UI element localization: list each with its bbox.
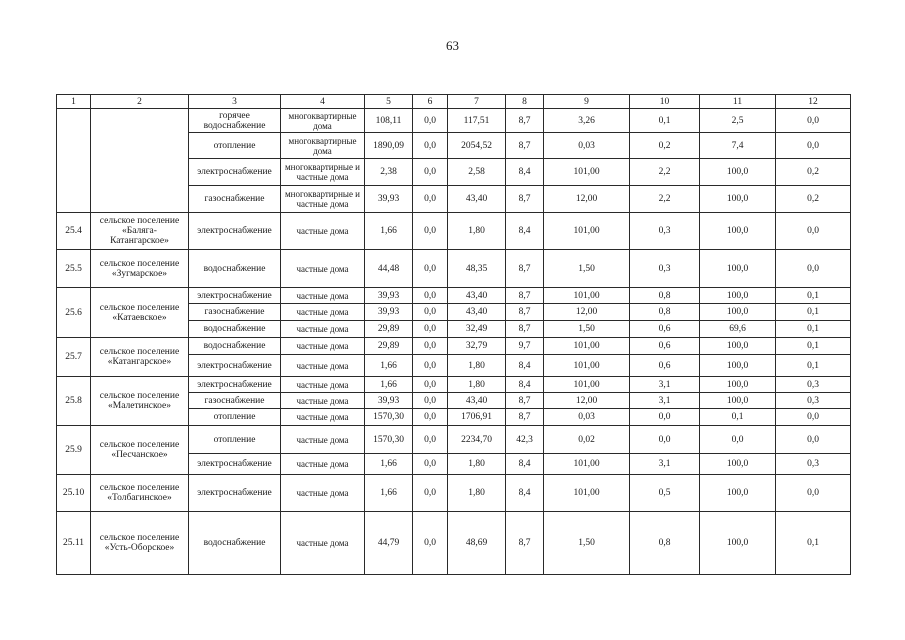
header-cell: 12 bbox=[776, 95, 851, 109]
value-10-cell: 0,1 bbox=[630, 109, 700, 133]
value-12-cell: 0,1 bbox=[776, 338, 851, 355]
value-7-cell: 43,40 bbox=[448, 304, 506, 321]
value-12-cell: 0,0 bbox=[776, 409, 851, 426]
row-number-cell: 25.8 bbox=[57, 377, 91, 426]
value-9-cell: 12,00 bbox=[544, 186, 630, 213]
row-number-cell: 25.4 bbox=[57, 213, 91, 250]
value-10-cell: 3,1 bbox=[630, 454, 700, 475]
row-number-cell: 25.5 bbox=[57, 250, 91, 288]
value-11-cell: 100,0 bbox=[700, 393, 776, 409]
housing-type-cell: частные дома bbox=[281, 304, 365, 321]
value-11-cell: 100,0 bbox=[700, 475, 776, 512]
service-cell: газоснабжение bbox=[189, 186, 281, 213]
housing-type-cell: частные дома bbox=[281, 409, 365, 426]
value-5-cell: 1,66 bbox=[365, 355, 413, 377]
value-10-cell: 0,0 bbox=[630, 409, 700, 426]
value-12-cell: 0,1 bbox=[776, 288, 851, 304]
value-7-cell: 48,35 bbox=[448, 250, 506, 288]
value-10-cell: 0,3 bbox=[630, 250, 700, 288]
service-cell: электроснабжение bbox=[189, 213, 281, 250]
value-11-cell: 100,0 bbox=[700, 250, 776, 288]
value-9-cell: 101,00 bbox=[544, 338, 630, 355]
value-11-cell: 100,0 bbox=[700, 377, 776, 393]
settlement-name-cell: сельское поселение «Малетинское» bbox=[91, 377, 189, 426]
value-10-cell: 0,3 bbox=[630, 213, 700, 250]
value-9-cell: 101,00 bbox=[544, 377, 630, 393]
value-7-cell: 2,58 bbox=[448, 159, 506, 186]
housing-type-cell: многоквартирные и частные дома bbox=[281, 186, 365, 213]
header-cell: 2 bbox=[91, 95, 189, 109]
settlement-name-cell: сельское поселение «Толбагинское» bbox=[91, 475, 189, 512]
value-8-cell: 8,4 bbox=[506, 377, 544, 393]
value-9-cell: 0,02 bbox=[544, 426, 630, 454]
value-9-cell: 12,00 bbox=[544, 393, 630, 409]
housing-type-cell: многоквартирные дома bbox=[281, 109, 365, 133]
value-11-cell: 100,0 bbox=[700, 304, 776, 321]
value-8-cell: 8,7 bbox=[506, 109, 544, 133]
value-9-cell: 101,00 bbox=[544, 288, 630, 304]
value-10-cell: 0,6 bbox=[630, 338, 700, 355]
value-12-cell: 0,0 bbox=[776, 133, 851, 159]
value-5-cell: 1570,30 bbox=[365, 409, 413, 426]
value-11-cell: 100,0 bbox=[700, 355, 776, 377]
value-6-cell: 0,0 bbox=[413, 377, 448, 393]
value-12-cell: 0,1 bbox=[776, 355, 851, 377]
table-row bbox=[57, 250, 851, 288]
value-6-cell: 0,0 bbox=[413, 454, 448, 475]
value-7-cell: 1,80 bbox=[448, 355, 506, 377]
value-10-cell: 0,6 bbox=[630, 321, 700, 338]
row-number-cell: 25.6 bbox=[57, 288, 91, 338]
header-cell: 6 bbox=[413, 95, 448, 109]
service-cell: электроснабжение bbox=[189, 475, 281, 512]
value-7-cell: 1,80 bbox=[448, 213, 506, 250]
service-cell: электроснабжение bbox=[189, 377, 281, 393]
value-12-cell: 0,0 bbox=[776, 109, 851, 133]
value-6-cell: 0,0 bbox=[413, 213, 448, 250]
header-cell: 10 bbox=[630, 95, 700, 109]
value-6-cell: 0,0 bbox=[413, 304, 448, 321]
settlement-name-cell: сельское поселение «Катангарское» bbox=[91, 338, 189, 377]
housing-type-cell: частные дома bbox=[281, 377, 365, 393]
service-cell: электроснабжение bbox=[189, 159, 281, 186]
value-5-cell: 39,93 bbox=[365, 288, 413, 304]
value-6-cell: 0,0 bbox=[413, 159, 448, 186]
value-12-cell: 0,0 bbox=[776, 426, 851, 454]
value-7-cell: 43,40 bbox=[448, 393, 506, 409]
data-table bbox=[56, 94, 851, 575]
housing-type-cell: частные дома bbox=[281, 288, 365, 304]
row-number-cell: 25.7 bbox=[57, 338, 91, 377]
value-8-cell: 8,7 bbox=[506, 304, 544, 321]
value-6-cell: 0,0 bbox=[413, 250, 448, 288]
table-row bbox=[57, 475, 851, 512]
header-cell: 4 bbox=[281, 95, 365, 109]
service-cell: газоснабжение bbox=[189, 393, 281, 409]
header-cell: 7 bbox=[448, 95, 506, 109]
value-9-cell: 101,00 bbox=[544, 213, 630, 250]
value-11-cell: 100,0 bbox=[700, 186, 776, 213]
settlement-name-cell: сельское поселение «Баляга-Катангарское» bbox=[91, 213, 189, 250]
value-7-cell: 1,80 bbox=[448, 475, 506, 512]
service-cell: электроснабжение bbox=[189, 288, 281, 304]
value-11-cell: 69,6 bbox=[700, 321, 776, 338]
value-5-cell: 1,66 bbox=[365, 454, 413, 475]
value-5-cell: 39,93 bbox=[365, 393, 413, 409]
value-12-cell: 0,3 bbox=[776, 377, 851, 393]
settlement-name-cell: сельское поселение «Катаевское» bbox=[91, 288, 189, 338]
value-11-cell: 100,0 bbox=[700, 213, 776, 250]
value-8-cell: 8,4 bbox=[506, 475, 544, 512]
value-6-cell: 0,0 bbox=[413, 288, 448, 304]
value-11-cell: 100,0 bbox=[700, 338, 776, 355]
header-cell: 1 bbox=[57, 95, 91, 109]
value-7-cell: 1,80 bbox=[448, 454, 506, 475]
value-8-cell: 8,7 bbox=[506, 133, 544, 159]
value-9-cell: 0,03 bbox=[544, 133, 630, 159]
value-7-cell: 32,79 bbox=[448, 338, 506, 355]
housing-type-cell: частные дома bbox=[281, 338, 365, 355]
housing-type-cell: частные дома bbox=[281, 321, 365, 338]
value-8-cell: 42,3 bbox=[506, 426, 544, 454]
value-12-cell: 0,0 bbox=[776, 213, 851, 250]
value-11-cell: 0,0 bbox=[700, 426, 776, 454]
service-cell: отопление bbox=[189, 133, 281, 159]
value-5-cell: 2,38 bbox=[365, 159, 413, 186]
value-8-cell: 8,4 bbox=[506, 454, 544, 475]
service-cell: горячее водоснабжение bbox=[189, 109, 281, 133]
value-9-cell: 101,00 bbox=[544, 454, 630, 475]
housing-type-cell: многоквартирные и частные дома bbox=[281, 159, 365, 186]
housing-type-cell: частные дома bbox=[281, 454, 365, 475]
value-9-cell: 101,00 bbox=[544, 355, 630, 377]
value-8-cell: 8,7 bbox=[506, 321, 544, 338]
table-row bbox=[57, 213, 851, 250]
value-12-cell: 0,2 bbox=[776, 159, 851, 186]
value-8-cell: 8,7 bbox=[506, 186, 544, 213]
value-5-cell: 29,89 bbox=[365, 321, 413, 338]
value-5-cell: 1,66 bbox=[365, 377, 413, 393]
value-6-cell: 0,0 bbox=[413, 512, 448, 575]
value-10-cell: 0,8 bbox=[630, 304, 700, 321]
value-11-cell: 100,0 bbox=[700, 159, 776, 186]
value-12-cell: 0,3 bbox=[776, 393, 851, 409]
header-cell: 9 bbox=[544, 95, 630, 109]
value-5-cell: 108,11 bbox=[365, 109, 413, 133]
service-cell: электроснабжение bbox=[189, 355, 281, 377]
value-8-cell: 8,7 bbox=[506, 288, 544, 304]
table-row bbox=[57, 512, 851, 575]
value-6-cell: 0,0 bbox=[413, 475, 448, 512]
row-number-cell: 25.10 bbox=[57, 475, 91, 512]
value-7-cell: 117,51 bbox=[448, 109, 506, 133]
value-12-cell: 0,0 bbox=[776, 250, 851, 288]
row-number-cell: 25.11 bbox=[57, 512, 91, 575]
housing-type-cell: частные дома bbox=[281, 250, 365, 288]
value-5-cell: 1,66 bbox=[365, 475, 413, 512]
value-5-cell: 1890,09 bbox=[365, 133, 413, 159]
value-8-cell: 8,7 bbox=[506, 409, 544, 426]
value-6-cell: 0,0 bbox=[413, 321, 448, 338]
value-12-cell: 0,0 bbox=[776, 475, 851, 512]
service-cell: отопление bbox=[189, 426, 281, 454]
value-6-cell: 0,0 bbox=[413, 393, 448, 409]
row-number-cell bbox=[57, 109, 91, 213]
value-5-cell: 39,93 bbox=[365, 186, 413, 213]
settlement-name-cell: сельское поселение «Усть-Оборское» bbox=[91, 512, 189, 575]
value-10-cell: 0,2 bbox=[630, 133, 700, 159]
table-row bbox=[57, 288, 851, 304]
value-12-cell: 0,1 bbox=[776, 304, 851, 321]
value-8-cell: 8,4 bbox=[506, 213, 544, 250]
value-5-cell: 29,89 bbox=[365, 338, 413, 355]
service-cell: водоснабжение bbox=[189, 512, 281, 575]
value-10-cell: 3,1 bbox=[630, 393, 700, 409]
housing-type-cell: частные дома bbox=[281, 355, 365, 377]
value-12-cell: 0,1 bbox=[776, 512, 851, 575]
table-body bbox=[57, 95, 851, 575]
value-9-cell: 1,50 bbox=[544, 512, 630, 575]
value-6-cell: 0,0 bbox=[413, 426, 448, 454]
value-9-cell: 0,03 bbox=[544, 409, 630, 426]
value-10-cell: 0,0 bbox=[630, 426, 700, 454]
row-number-cell: 25.9 bbox=[57, 426, 91, 475]
value-7-cell: 1706,91 bbox=[448, 409, 506, 426]
housing-type-cell: частные дома bbox=[281, 426, 365, 454]
value-6-cell: 0,0 bbox=[413, 109, 448, 133]
value-5-cell: 44,48 bbox=[365, 250, 413, 288]
value-12-cell: 0,3 bbox=[776, 454, 851, 475]
value-9-cell: 3,26 bbox=[544, 109, 630, 133]
value-11-cell: 100,0 bbox=[700, 288, 776, 304]
value-11-cell: 2,5 bbox=[700, 109, 776, 133]
value-8-cell: 8,7 bbox=[506, 250, 544, 288]
value-7-cell: 43,40 bbox=[448, 186, 506, 213]
housing-type-cell: частные дома bbox=[281, 213, 365, 250]
settlement-name-cell bbox=[91, 109, 189, 213]
table-row bbox=[57, 377, 851, 393]
value-10-cell: 2,2 bbox=[630, 186, 700, 213]
service-cell: водоснабжение bbox=[189, 250, 281, 288]
value-9-cell: 12,00 bbox=[544, 304, 630, 321]
value-8-cell: 9,7 bbox=[506, 338, 544, 355]
value-6-cell: 0,0 bbox=[413, 133, 448, 159]
value-8-cell: 8,4 bbox=[506, 355, 544, 377]
value-6-cell: 0,0 bbox=[413, 338, 448, 355]
value-9-cell: 101,00 bbox=[544, 475, 630, 512]
housing-type-cell: частные дома bbox=[281, 475, 365, 512]
value-10-cell: 0,8 bbox=[630, 288, 700, 304]
header-cell: 11 bbox=[700, 95, 776, 109]
header-row bbox=[57, 95, 851, 109]
value-8-cell: 8,7 bbox=[506, 512, 544, 575]
housing-type-cell: частные дома bbox=[281, 393, 365, 409]
table-row bbox=[57, 338, 851, 355]
value-7-cell: 32,49 bbox=[448, 321, 506, 338]
value-12-cell: 0,1 bbox=[776, 321, 851, 338]
service-cell: водоснабжение bbox=[189, 321, 281, 338]
value-5-cell: 39,93 bbox=[365, 304, 413, 321]
value-11-cell: 100,0 bbox=[700, 454, 776, 475]
value-6-cell: 0,0 bbox=[413, 355, 448, 377]
value-8-cell: 8,4 bbox=[506, 159, 544, 186]
value-5-cell: 1570,30 bbox=[365, 426, 413, 454]
value-9-cell: 1,50 bbox=[544, 321, 630, 338]
value-10-cell: 2,2 bbox=[630, 159, 700, 186]
value-10-cell: 0,8 bbox=[630, 512, 700, 575]
value-10-cell: 3,1 bbox=[630, 377, 700, 393]
value-11-cell: 7,4 bbox=[700, 133, 776, 159]
service-cell: электроснабжение bbox=[189, 454, 281, 475]
header-cell: 5 bbox=[365, 95, 413, 109]
value-7-cell: 1,80 bbox=[448, 377, 506, 393]
value-12-cell: 0,2 bbox=[776, 186, 851, 213]
value-8-cell: 8,7 bbox=[506, 393, 544, 409]
value-7-cell: 2234,70 bbox=[448, 426, 506, 454]
value-6-cell: 0,0 bbox=[413, 186, 448, 213]
value-5-cell: 1,66 bbox=[365, 213, 413, 250]
header-cell: 8 bbox=[506, 95, 544, 109]
value-9-cell: 101,00 bbox=[544, 159, 630, 186]
value-5-cell: 44,79 bbox=[365, 512, 413, 575]
value-7-cell: 48,69 bbox=[448, 512, 506, 575]
value-7-cell: 2054,52 bbox=[448, 133, 506, 159]
page-number: 63 bbox=[446, 38, 459, 53]
value-6-cell: 0,0 bbox=[413, 409, 448, 426]
service-cell: отопление bbox=[189, 409, 281, 426]
header-cell: 3 bbox=[189, 95, 281, 109]
housing-type-cell: частные дома bbox=[281, 512, 365, 575]
housing-type-cell: многоквартирные дома bbox=[281, 133, 365, 159]
value-9-cell: 1,50 bbox=[544, 250, 630, 288]
service-cell: газоснабжение bbox=[189, 304, 281, 321]
value-10-cell: 0,6 bbox=[630, 355, 700, 377]
value-11-cell: 100,0 bbox=[700, 512, 776, 575]
settlement-name-cell: сельское поселение «Зугмарское» bbox=[91, 250, 189, 288]
settlement-name-cell: сельское поселение «Песчанское» bbox=[91, 426, 189, 475]
value-11-cell: 0,1 bbox=[700, 409, 776, 426]
table-row bbox=[57, 109, 851, 133]
table-row bbox=[57, 426, 851, 454]
value-10-cell: 0,5 bbox=[630, 475, 700, 512]
service-cell: водоснабжение bbox=[189, 338, 281, 355]
value-7-cell: 43,40 bbox=[448, 288, 506, 304]
